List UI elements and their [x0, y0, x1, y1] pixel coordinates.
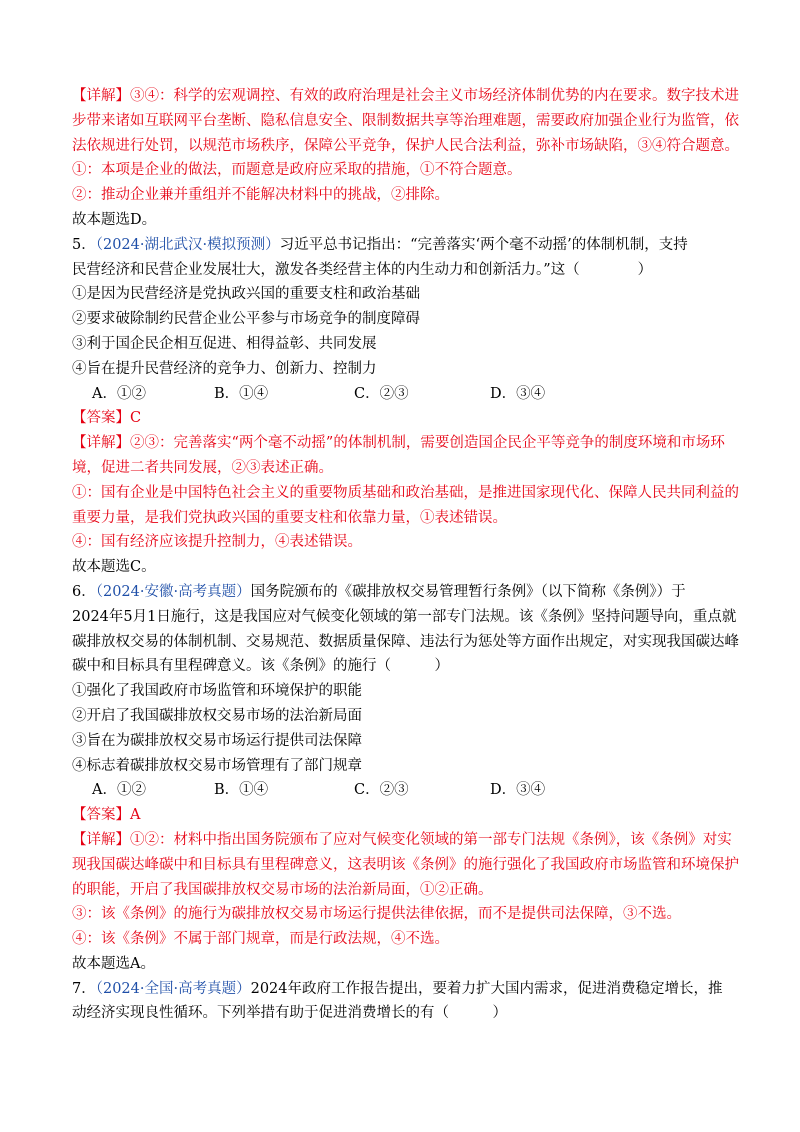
q6-stem-line: 碳中和目标具有里程碑意义。该《条例》的施行（ ）	[72, 658, 449, 675]
choice-d: D．③④	[490, 385, 546, 402]
q6-stem-line: 碳排放权交易的体制机制、交易规范、数据质量保障、违法行为惩处等方面作出规定，对实现我国碳达峰	[72, 633, 739, 650]
q5-detail-line: 重要力量，是我们党执政兴国的重要支柱和依靠力量，①表述错误。	[72, 509, 507, 526]
q4-detail-line: 法依规进行处罚，以规范市场秩序，保障公平竞争，保护人民合法利益，弥补市场缺陷，③④符合题意。	[72, 137, 739, 154]
q5-detail-line: ①：国有企业是中国特色社会主义的重要物质基础和政治基础，是推进国家现代化、保障人民共同利益的	[72, 484, 739, 501]
q6-detail-line: 的职能，开启了我国碳排放权交易市场的法治新局面，①②正确。	[72, 881, 493, 898]
q5-conclusion: 故本题选C。	[72, 559, 156, 576]
q6-stem-first: 国务院颁布的《碳排放权交易管理暂行条例》（以下简称《条例》）于	[250, 583, 686, 600]
q5-stem-first: 习近平总书记指出：“完善落实‘两个毫不动摇’的体制机制，支持	[279, 236, 688, 253]
q5-detail-line: 【详解】②③：完善落实“两个毫不动摇”的体制机制，需要创造国企民企平等竞争的制度环境和市场环	[72, 435, 725, 452]
q5-stem	[72, 233, 732, 258]
q5-source: （2024·湖北武汉·模拟预测）	[95, 236, 280, 253]
q5-stem-line: 民营经济和民营企业发展壮大，激发各类经营主体的内生动力和创新活力。”这（ ）	[72, 261, 653, 278]
q5-detail-line: 境，促进二者共同发展，②③表述正确。	[72, 459, 333, 476]
q7-number: 7．	[72, 980, 96, 997]
q6-option: ③旨在为碳排放权交易市场运行提供司法保障	[72, 732, 362, 749]
choice-a: A．①②	[92, 782, 146, 799]
q4-detail-line: 【详解】③④：科学的宏观调控、有效的政府治理是社会主义市场经济体制优势的内在要求。数字技术进	[72, 88, 739, 104]
q5-option: ②要求破除制约民营企业公平参与市场竞争的制度障碍	[72, 311, 420, 328]
q6-detail-line: ④：该《条例》不属于部门规章，而是行政法规，④不选。	[72, 931, 449, 948]
q6-answer: 【答案】A	[72, 807, 141, 824]
q4-conclusion: 故本题选D。	[72, 211, 157, 228]
choice-b: B．①④	[214, 385, 269, 402]
q6-detail-line: 现我国碳达峰碳中和目标具有里程碑意义，这表明该《条例》的施行强化了我国政府市场监管和环境保护	[72, 856, 739, 873]
q7-stem-line: 动经济实现良性循环。下列举措有助于促进消费增长的有（ ）	[72, 1005, 507, 1022]
q6-option: ①强化了我国政府市场监管和环境保护的职能	[72, 683, 362, 700]
choice-b: B．①④	[214, 782, 269, 799]
q7-stem-first: 2024年政府工作报告提出，要着力扩大国内需求，促进消费稳定增长，推	[250, 980, 723, 997]
q7-source: （2024·全国·高考真题）	[95, 980, 251, 997]
q4-detail-line: ②：推动企业兼并重组并不能解决材料中的挑战，②排除。	[72, 187, 449, 204]
q6-option: ②开启了我国碳排放权交易市场的法治新局面	[72, 707, 362, 724]
q6-option: ④标志着碳排放权交易市场管理有了部门规章	[72, 757, 362, 774]
q5-answer: 【答案】C	[72, 410, 142, 427]
q5-detail-line: ④：国有经济应该提升控制力，④表述错误。	[72, 534, 362, 551]
q4-detail-line: ①：本项是企业的做法，而题意是政府应采取的措施，①不符合题意。	[72, 162, 522, 179]
q4-detail-line: 步带来诸如互联网平台垄断、隐私信息安全、限制数据共享等治理难题，需要政府加强企业行为监管，依	[72, 112, 739, 129]
q6-detail-line: 【详解】①②：材料中指出国务院颁布了应对气候变化领域的第一部专门法规《条例》，该《条例》对实	[72, 831, 732, 848]
choice-a: A．①②	[92, 385, 146, 402]
q5-option: ①是因为民营经济是党执政兴国的重要支柱和政治基础	[72, 286, 420, 303]
choice-c: C．②③	[354, 782, 409, 799]
q6-number: 6．	[72, 583, 96, 600]
q6-conclusion: 故本题选A。	[72, 955, 155, 972]
q6-source: （2024·安徽·高考真题）	[95, 583, 251, 600]
q5-choices	[72, 382, 732, 407]
document-page	[72, 84, 739, 1026]
choice-c: C．②③	[354, 385, 409, 402]
q6-stem	[72, 580, 732, 605]
q5-option: ③利于国企民企相互促进、相得益彰、共同发展	[72, 335, 377, 352]
q5-option: ④旨在提升民营经济的竞争力、创新力、控制力	[72, 360, 377, 377]
choice-d: D．③④	[490, 782, 546, 799]
q6-detail-line: ③：该《条例》的施行为碳排放权交易市场运行提供法律依据，而不是提供司法保障，③不选。	[72, 906, 681, 923]
q6-stem-line: 2024年5月1日施行，这是我国应对气候变化领域的第一部专门法规。该《条例》坚持问题导向，重点就	[72, 608, 737, 625]
q5-number: 5．	[72, 236, 96, 253]
q6-choices	[72, 778, 732, 803]
q7-stem	[72, 977, 732, 1002]
